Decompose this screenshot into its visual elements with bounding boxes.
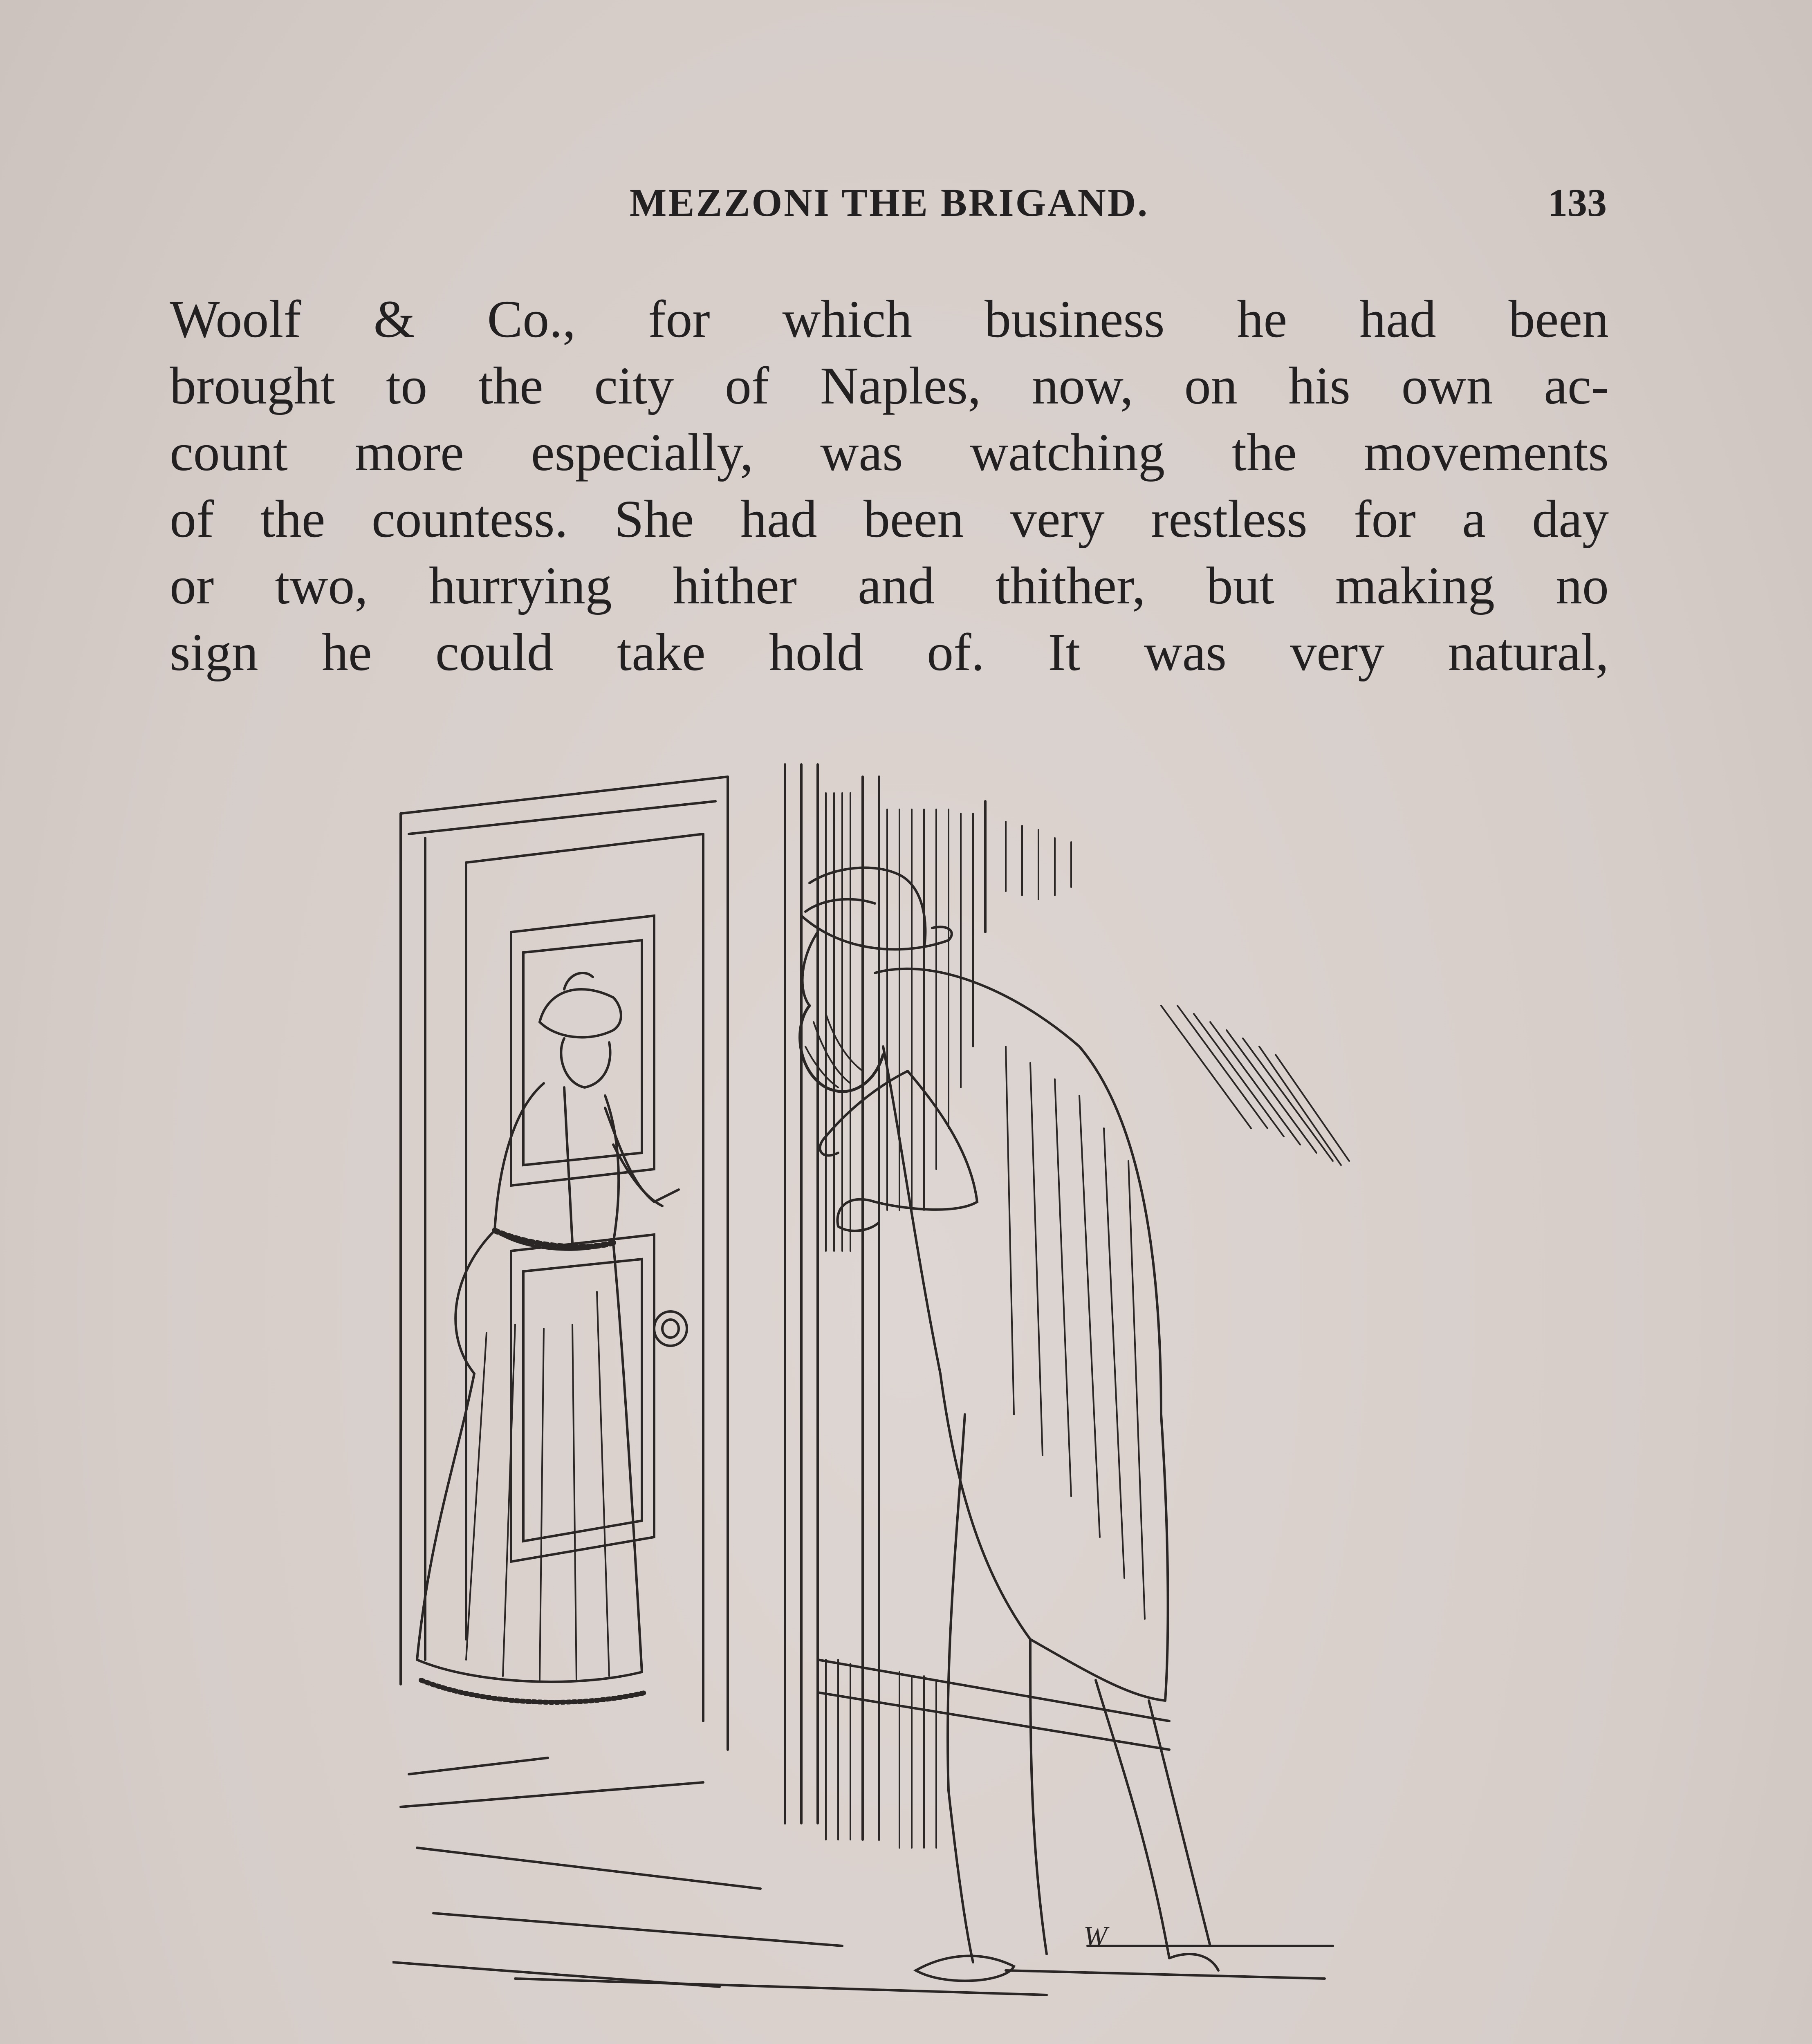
text-line: brought to the city of Naples, now, on his own ac- <box>170 356 1609 415</box>
running-title: MEZZONI THE BRIGAND. <box>629 181 1149 224</box>
illustration-caption <box>229 2040 1554 2044</box>
text-line: or two, hurrying hither and thither, but making no <box>170 556 1609 615</box>
running-head <box>172 180 1607 237</box>
artist-mark: W <box>1083 1921 1108 1952</box>
page-number: 133 <box>1548 181 1607 224</box>
text-line: sign he could take hold of. It was very natural, <box>170 623 1609 682</box>
text-line: of the countess. She had been very restless for a day <box>170 490 1609 549</box>
text-line: Woolf & Co., for which business he had been <box>170 290 1609 349</box>
top-paragraph <box>170 286 1609 686</box>
caption-line <box>229 2040 1554 2044</box>
text-line: count more especially, was watching the movements <box>170 423 1609 482</box>
engraving-illustration <box>392 760 1398 2003</box>
